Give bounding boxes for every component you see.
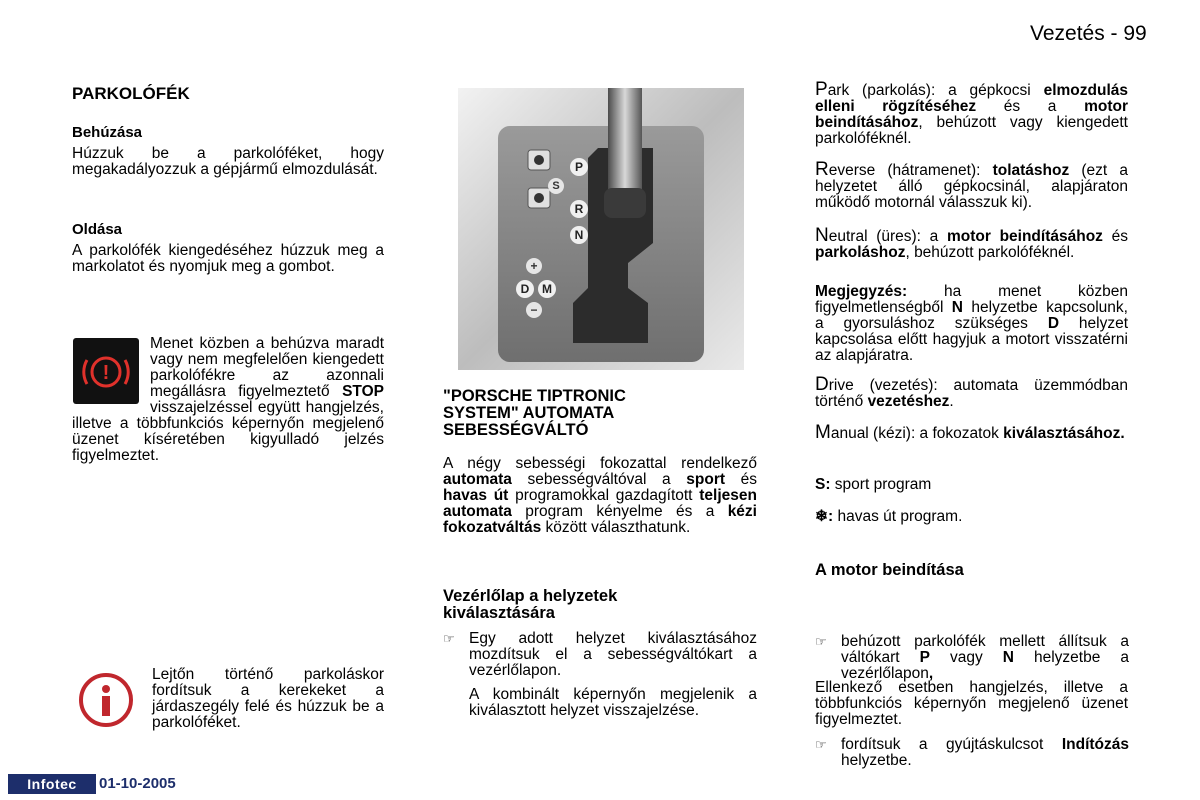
pointing-hand-icon: ☞ <box>815 634 827 649</box>
gate-letter-n: N <box>570 226 588 244</box>
gate-symbol-s: S <box>548 178 564 194</box>
closing-text: Ellenkező esetben hangjelzés, illetve a többfunkciós képernyőn megjelenő üzenet figyelmeztet. <box>815 679 1128 728</box>
infotec-logo: Infotec <box>8 774 96 794</box>
snow-program-text: ❄: havas út program. <box>815 508 963 525</box>
engine-start-heading: A motor beindítása <box>815 561 964 579</box>
neutral-text: Neutral (üres): a motor beindításához és parkoláshoz, behúzott parkolóféknél. <box>815 225 1128 261</box>
reverse-text: Reverse (hátramenet): tolatáshoz (ezt a helyzetet álló gépkocsinál, alapjáraton működő motornál válasszuk ki). <box>815 159 1128 211</box>
page-title: Vezetés - 99 <box>1030 22 1147 45</box>
selector-bullet-continuation: A kombinált képernyőn megjelenik a kiválasztott helyzet visszajelzése. <box>469 686 757 719</box>
gate-letter-d: D <box>516 280 534 298</box>
selector-bullet: ☞ Egy adott helyzet kiválasztásához mozdítsuk el a sebességváltókart a vezérlőlapon. <box>443 630 757 679</box>
sport-program-text: S: sport program <box>815 476 932 493</box>
engage-text: Húzzuk be a parkolóféket, hogy megakadályozzuk a gépjármű elmozdulását. <box>72 145 384 178</box>
gearbox-intro-text: A négy sebességi fokozattal rendelkező automata sebességváltóval a sport és havas út programokkal gazdagított teljesen automata program kényelme és a kézi fokozatváltás között választhatunk. <box>443 455 757 536</box>
gearbox-title: "PORSCHE TIPTRONIC SYSTEM" AUTOMATA SEBESSÉGVÁLTÓ <box>443 387 626 439</box>
note-text: Megjegyzés: ha menet közben figyelmetlenségből N helyzetbe kapcsolunk, a gyorsuláshoz szükséges D helyzet kapcsolása előtt hagyjuk a motort visszatérni az alapjáratra. <box>815 283 1128 364</box>
pointing-hand-icon: ☞ <box>815 737 827 752</box>
engage-heading: Behúzása <box>72 124 143 141</box>
park-text: Park (parkolás): a gépkocsi elmozdulás elleni rögzítéséhez és a motor beindításához, behúzott vagy kiengedett parkolóféknél. <box>815 79 1128 147</box>
gate-letter-p: P <box>570 158 588 176</box>
selector-subheading: Vezérlőlap a helyzetek kiválasztására <box>443 587 618 622</box>
release-text: A parkolófék kiengedéséhez húzzuk meg a markolatot és nyomjuk meg a gombot. <box>72 242 384 275</box>
drive-text: Drive (vezetés): automata üzemmódban történő vezetéshez. <box>815 374 1128 410</box>
manual-text: Manual (kézi): a fokozatok kiválasztásához. <box>815 422 1125 443</box>
svg-text:!: ! <box>102 362 110 384</box>
snowflake-icon: ❄: <box>815 508 834 525</box>
gate-symbol-plus: + <box>526 258 542 274</box>
engine-bullet-2: ☞ fordítsuk a gyújtáskulcsot Indítózás helyzetbe. <box>815 736 1129 769</box>
gate-symbol-minus: − <box>526 302 542 318</box>
warning-text: Menet közben a behúzva maradt vagy nem megfelelően kiengedett parkolófékre az azonnali megállásra figyelmeztető STOP visszajelzéssel együtt hangjelzés, illetve a többfunkciós képernyőn megjelenő üzenet kíséretében kigyulladó jelzés figyelmeztet. <box>72 335 384 464</box>
release-heading: Oldása <box>72 221 123 238</box>
gear-selector-illustration <box>458 88 744 370</box>
info-icon <box>78 672 134 728</box>
info-text: Lejtőn történő parkoláskor fordítsuk a kerekeket a járdaszegély felé és húzzuk be a parkolóféket. <box>152 666 384 731</box>
footer-date: 01-10-2005 <box>99 775 176 792</box>
section-title-parking-brake: PARKOLÓFÉK <box>72 84 190 103</box>
gate-letter-m: M <box>538 280 556 298</box>
gate-letter-r: R <box>570 200 588 218</box>
pointing-hand-icon: ☞ <box>443 631 455 646</box>
engine-bullet-1: ☞ behúzott parkolófék mellett állítsuk a váltókart P vagy N helyzetbe a vezérlőlapon, <box>815 633 1129 682</box>
